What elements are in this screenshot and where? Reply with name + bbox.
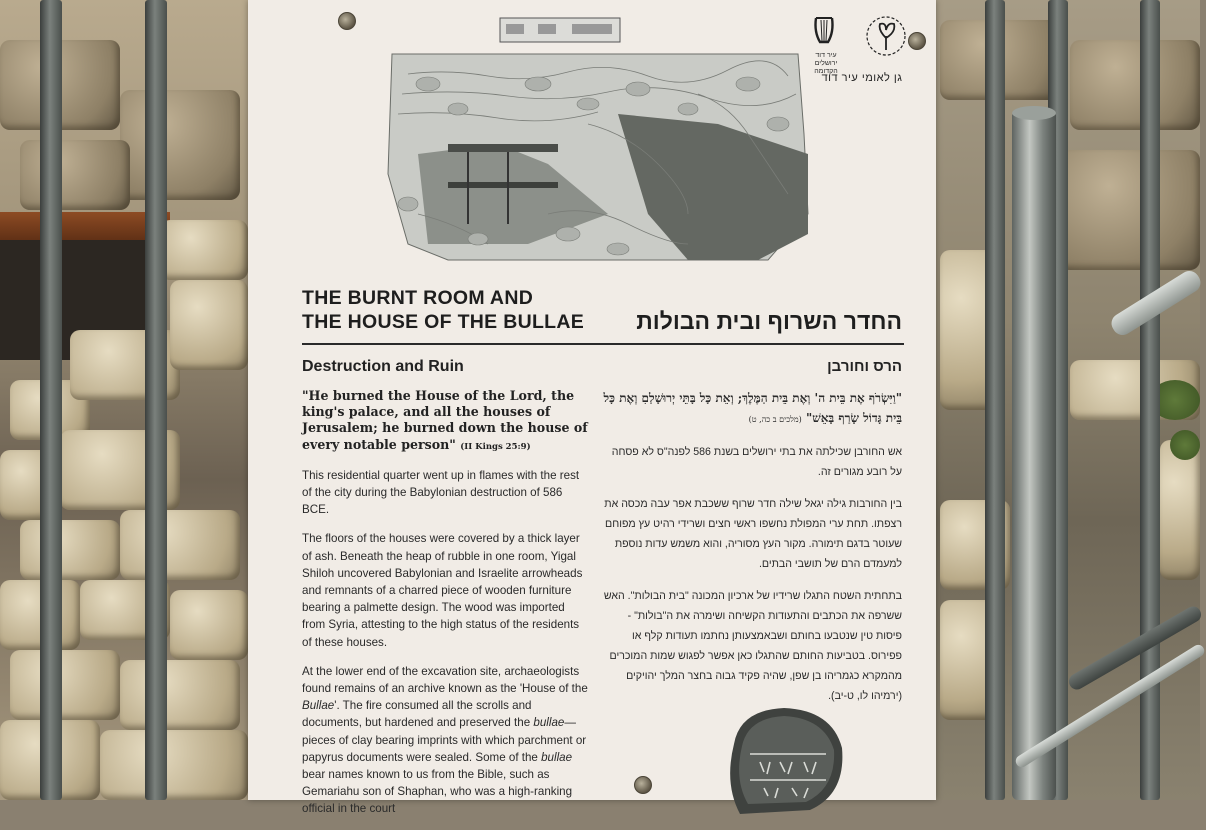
quote-text-hebrew: "וַיִּשְׂרֹף אֶת בֵּית ה' וְאֶת בֵּית הַמֶּלֶךְ; וְאֵת כָּל בָּתֵּי יְרוּשָׁלַםִ וְאֶת כָּל בֵּית גָּדוֹל שָׂרַף בָּאֵשׁ" [603,391,902,425]
stone-block [20,140,130,210]
paragraph-hebrew-3: בתחתית השטח התגלו שרידיו של ארכיון המכונה "בית הבולות". האש ששרפה את הכתבים והתעודות הקשיחה ושימרה את ה"בולות" - פיסות טין שנטבעו בחותם ושבאמצעותן נחתמו תעודות קלף או פפירוס. בטביעות החותם שהתגלו כאן אפשר לפגוש שמות המוכרים מהמקרא כגמריהו בן שפן, שהיה פקיד גבוה בחצר המלך יהויקים (ירמיהו לו, ט-יב). [603,590,902,702]
information-sign [248,0,936,816]
screw-icon [634,776,652,794]
fence-bar [985,0,1005,800]
quote-text: "He burned the House of the Lord, the king's palace, and all the houses of Jerusalem; he burned down the house of every notable person" [302,388,588,452]
paragraph-hebrew-1: אש החורבן שכילתה את בתי ירושלים בשנת 586 לפנה"ס לא פסחה על רובע מגורים זה. [611,446,902,478]
fence-bar [145,0,167,800]
tree-logo-icon [864,14,908,58]
metal-post-cap [1012,106,1056,120]
stone-block [1070,40,1200,130]
park-name: גן לאומי עיר דוד [821,72,903,84]
bible-quote-hebrew [602,388,902,430]
paragraph-hebrew-2: בין החורבות גילה יגאל שילה חדר שרוף ששכבת אפר עבה מכסה את רצפתו. תחת ערי המפולת נחשפו ראשי חצים ושרידי רהיט עץ מפוחם שעוטר בדגם תימורה. מקור העץ מסוריה, והוא משמש עדות נוספת למעמדם הרם של תושבי הבתים. [604,498,902,570]
title-english [302,286,602,334]
excavation-sketch [388,14,814,264]
stone-block [170,590,248,660]
title-english-line-2: THE HOUSE OF THE BULLAE [302,311,585,333]
stone-block [120,660,240,730]
logo-area [806,14,918,84]
fence-bar [40,0,62,800]
english-text-column [302,388,588,830]
plant [1170,430,1200,460]
subtitle-hebrew: הרס וחורבן [827,358,902,375]
stone-block [100,730,248,800]
stone-block [120,90,240,200]
stone-block [20,520,120,580]
metal-post [1012,110,1056,800]
stone-block [1160,440,1200,580]
stone-block [10,650,120,720]
bible-quote-english [302,388,588,455]
paragraph-2: The floors of the houses were covered by a thick layer of ash. Beneath the heap of rubble in one room, Yigal Shiloh uncovered Babylonian and Israelite arrowheads and remnants of a charred piece of wooden furniture bearing a palmette design. The wood was imported from Syria, attesting to the high status of the residents of these houses. [302,532,583,649]
stone-block [1060,150,1200,270]
stone-block [120,510,240,580]
stone-block [170,280,248,370]
lyre-logo-icon [812,14,836,48]
subtitle-english: Destruction and Ruin [302,358,464,375]
divider [302,343,904,345]
bulla-seal-icon [720,704,848,814]
quote-citation-hebrew: (מלכים ב כה, ט) [748,415,802,424]
city-of-david-logo-text: עיר דוד ירושלים הקדומה [814,52,838,75]
screw-icon [338,12,356,30]
quote-citation: (II Kings 25:9) [460,441,531,452]
hebrew-text-column [602,388,902,718]
paragraph-3: At the lower end of the excavation site, archaeologists found remains of an archive known as the 'House of the Bullae'. The fire consumed all the scrolls and documents, but hardened and preserved the bullae—pieces of clay bearing imprints with which parchment or papyrus documents were sealed. Some of the bullae bear names known to us from the Bible, such as Gemariahu son of Shaphan, who was a high-ranking official in the court [302,664,588,816]
title-hebrew: החדר השרוף ובית הבולות [636,308,902,334]
stone-block [160,220,248,280]
paragraph-1: This residential quarter went up in flames with the rest of the city during the Babylonian destruction of 586 BCE. [302,468,580,517]
title-english-line-1: THE BURNT ROOM AND [302,287,534,309]
